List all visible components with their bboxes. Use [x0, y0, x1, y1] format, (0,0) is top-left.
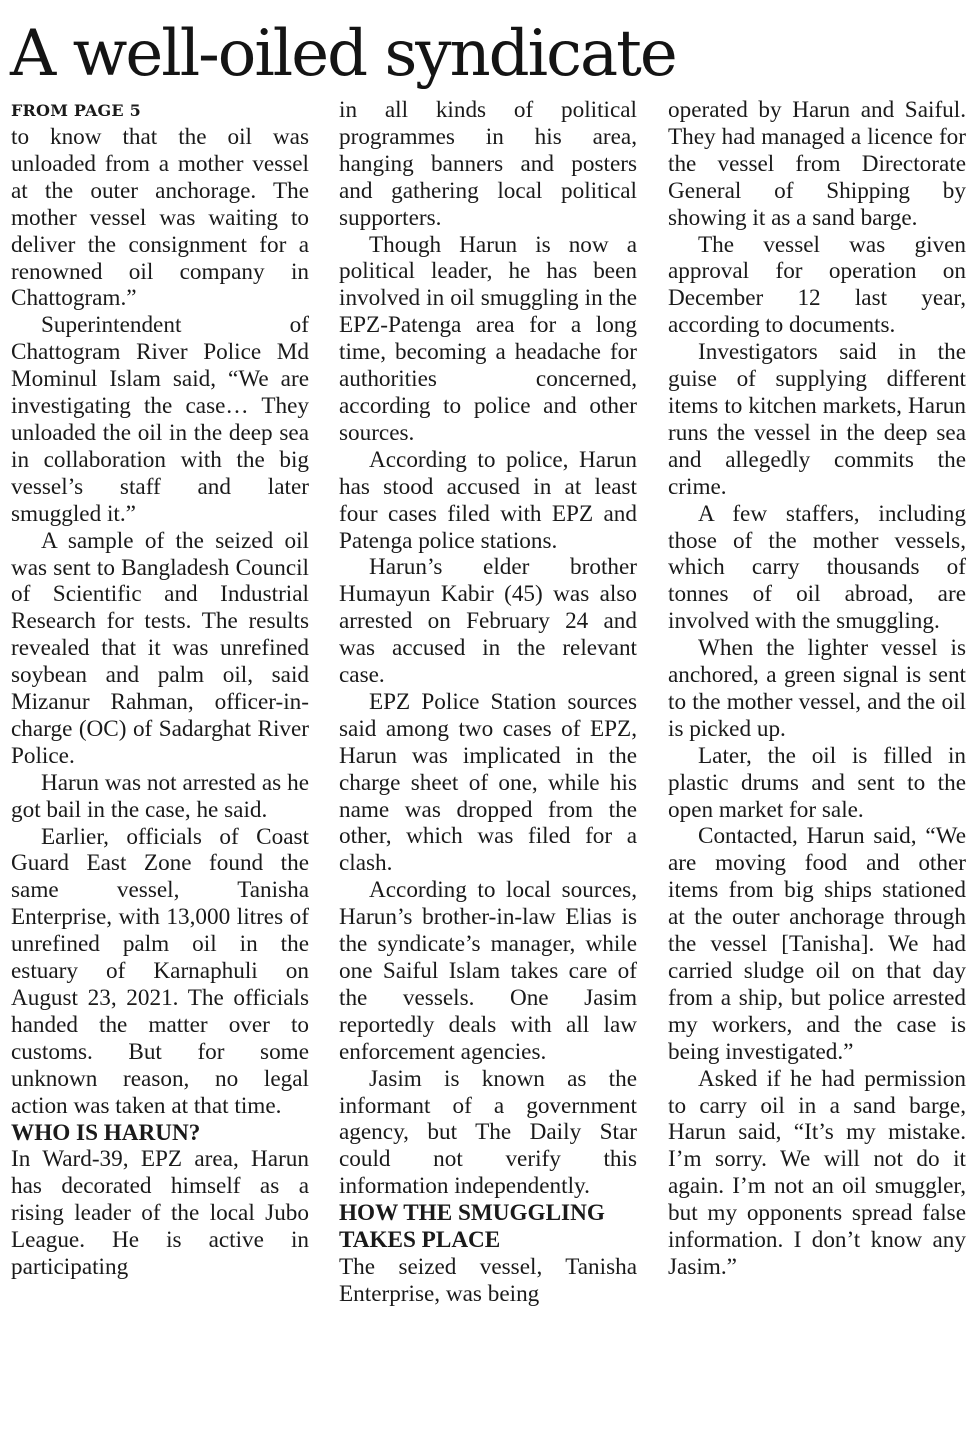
article-column-1 [11, 97, 309, 1281]
article-column-3 [668, 97, 966, 1281]
subhead-who-is-harun: WHO IS HARUN? [11, 1119, 201, 1146]
article-column-2 [339, 97, 637, 1308]
article-paragraph: Later, the oil is filled in plastic drums and sent to the open market for sale. [668, 742, 966, 823]
article-paragraph: Harun’s elder brother Humayun Kabir (45) was also arrested on February 24 and was accused in the relevant case. [339, 554, 637, 689]
article-paragraph: Harun was not arrested as he got bail in the case, he said. [11, 769, 309, 823]
subhead-how-smuggling-takes-place: HOW THE SMUGGLING TAKES PLACE [339, 1200, 605, 1254]
article-paragraph: Investigators said in the guise of supplying different items to kitchen markets, Harun runs the vessel in the deep sea and allegedly commits the crime. [668, 339, 966, 500]
article-paragraph: In Ward-39, EPZ area, Harun has decorated himself as a rising leader of the local Jubo League. He is active in participating [11, 1146, 309, 1281]
article-paragraph: Contacted, Harun said, “We are moving food and other items from big ships stationed at the outer anchorage through the vessel [Tanisha]. We had carried sludge oil on that day from a ship, but police arrested my workers, and the case is being investigated.” [668, 823, 966, 1065]
column-2-after-subhead [339, 1254, 637, 1308]
article-paragraph: in all kinds of political programmes in his area, hanging banners and posters and gathering local political supporters. [339, 97, 637, 231]
column-2-body [339, 97, 637, 1200]
article-paragraph: The vessel was given approval for operation on December 12 last year, according to documents. [668, 231, 966, 339]
article-paragraph: EPZ Police Station sources said among two cases of EPZ, Harun was implicated in the charge sheet of one, while his name was dropped from the other, which was filed for a clash. [339, 688, 637, 877]
article-paragraph: A few staffers, including those of the mother vessels, which carry thousands of tonnes of oil abroad, are involved with the smuggling. [668, 500, 966, 635]
column-3-body [668, 97, 966, 1281]
article-paragraph: When the lighter vessel is anchored, a green signal is sent to the mother vessel, and the oil is picked up. [668, 635, 966, 742]
article-paragraph: Though Harun is now a political leader, he has been involved in oil smuggling in the EPZ-Patenga area for a long time, becoming a headache for authorities concerned, according to police and other sources. [339, 231, 637, 446]
column-1-body [11, 124, 309, 1120]
article-headline: A well-oiled syndicate [10, 17, 676, 91]
article-paragraph: A sample of the seized oil was sent to Bangladesh Council of Scientific and Industrial Research for tests. The results revealed that it was unrefined soybean and palm oil, said Mizanur Rahman, officer-in-charge (OC) of Sadarghat River Police. [11, 527, 309, 769]
article-paragraph: Earlier, officials of Coast Guard East Zone found the same vessel, Tanisha Enterprise, with 13,000 litres of unrefined palm oil in the estuary of Karnaphuli on August 23, 2021. The officials handed the matter over to customs. But for some unknown reason, no legal action was taken at that time. [11, 823, 309, 1119]
article-paragraph: Jasim is known as the informant of a government agency, but The Daily Star could not verify this information independently. [339, 1065, 637, 1200]
article-paragraph: operated by Harun and Saiful. They had managed a licence for the vessel from Directorate General of Shipping by showing it as a sand barge. [668, 97, 966, 231]
article-paragraph: The seized vessel, Tanisha Enterprise, was being [339, 1253, 637, 1307]
article-paragraph: to know that the oil was unloaded from a mother vessel at the outer anchorage. The mother vessel was waiting to deliver the consignment for a renowned oil company in Chattogram.” [11, 124, 309, 312]
article-paragraph: According to police, Harun has stood accused in at least four cases filed with EPZ and Patenga police stations. [339, 446, 637, 554]
article-paragraph: Asked if he had permission to carry oil in a sand barge, Harun said, “It’s my mistake. I’m sorry. We will not do it again. I’m not an oil smuggler, but my opponents spread false information. I don’t know any Jasim.” [668, 1065, 966, 1280]
article-paragraph: According to local sources, Harun’s brother-in-law Elias is the syndicate’s manager, while one Saiful Islam takes care of the vessels. One Jasim reportedly deals with all law enforcement agencies. [339, 877, 637, 1065]
article-paragraph: Superintendent of Chattogram River Police Md Mominul Islam said, “We are investigating the case… They unloaded the oil in the deep sea in collaboration with the big vessel’s staff and later smuggled it.” [11, 312, 309, 527]
continued-from-label: FROM PAGE 5 [11, 101, 141, 120]
column-1-after-subhead [11, 1146, 309, 1281]
